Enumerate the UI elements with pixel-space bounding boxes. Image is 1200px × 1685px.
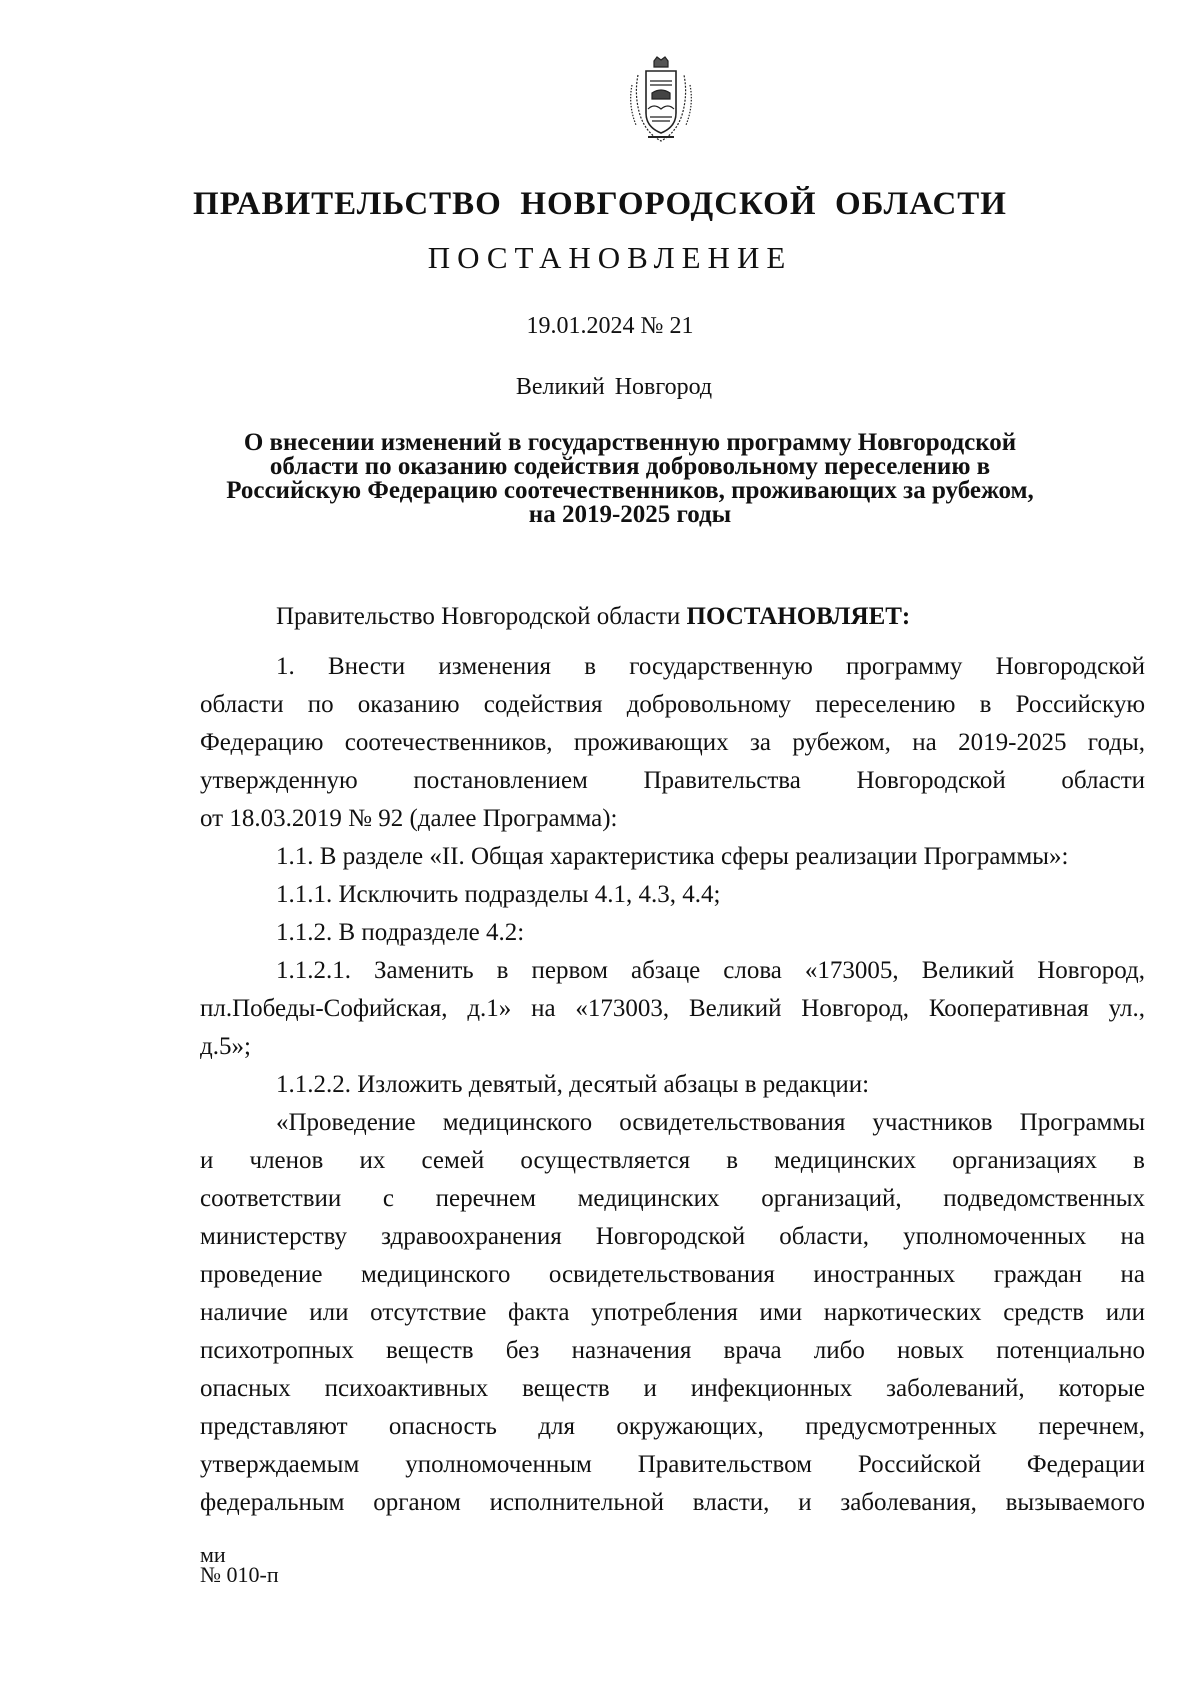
body-line: опасных психоактивных веществ и инфекционных заболеваний, которые xyxy=(200,1375,1145,1402)
footer-initials: ми xyxy=(200,1542,226,1567)
body-line: министерству здравоохранения Новгородской области, уполномоченных на xyxy=(200,1223,1145,1250)
document-body xyxy=(200,648,1145,1522)
body-line: 1.1. В разделе «II. Общая характеристика сферы реализации Программы»: xyxy=(276,843,1069,870)
subject-line: на 2019-2025 годы xyxy=(528,501,732,528)
body-line: наличие или отсутствие факта употребления ими наркотических средств или xyxy=(200,1299,1145,1326)
decree-intro-text: Правительство Новгородской области xyxy=(276,603,687,630)
body-line: и членов их семей осуществляется в медицинских организациях в xyxy=(200,1147,1145,1174)
body-line: «Проведение медицинского освидетельствования участников Программы xyxy=(276,1109,1145,1136)
body-line: Федерацию соотечественников, проживающих за рубежом, на 2019-2025 годы, xyxy=(200,729,1145,756)
body-line: области по оказанию содействия добровольному переселению в Российскую xyxy=(200,691,1145,718)
body-line: д.5»; xyxy=(200,1033,251,1060)
document-city: Великий Новгород xyxy=(515,374,713,400)
document-subject xyxy=(190,431,1070,527)
subject-line: области по оказанию содействия добровольному переселению в xyxy=(269,453,991,480)
subject-line: Российскую Федерацию соотечественников, проживающих за рубежом, xyxy=(226,477,1034,504)
footer-code xyxy=(200,1542,279,1587)
footer-form-number: № 010-п xyxy=(200,1562,279,1587)
body-line: 1. Внести изменения в государственную программу Новгородской xyxy=(276,653,1145,680)
body-line: утверждаемым уполномоченным Правительством Российской Федерации xyxy=(200,1451,1145,1478)
body-line: представляют опасность для окружающих, предусмотренных перечнем, xyxy=(200,1413,1145,1440)
body-line: соответствии с перечнем медицинских организаций, подведомственных xyxy=(200,1185,1145,1212)
body-line: 1.1.2.1. Заменить в первом абзаце слова «173005, Великий Новгород, xyxy=(276,957,1145,984)
document-date-number: 19.01.2024 № 21 xyxy=(526,313,694,339)
body-line: 1.1.1. Исключить подразделы 4.1, 4.3, 4.4; xyxy=(276,881,721,908)
body-line: федеральным органом исполнительной власти, и заболевания, вызываемого xyxy=(200,1489,1145,1516)
body-line: от 18.03.2019 № 92 (далее Программа): xyxy=(200,805,618,832)
body-line: утвержденную постановлением Правительства Новгородской области xyxy=(200,767,1145,794)
body-line: 1.1.2. В подразделе 4.2: xyxy=(276,919,525,946)
body-line: психотропных веществ без назначения врача либо новых потенциально xyxy=(200,1337,1145,1364)
document-type-heading: ПОСТАНОВЛЕНИЕ xyxy=(427,240,793,275)
decree-intro xyxy=(276,603,910,631)
subject-line: О внесении изменений в государственную программу Новгородской xyxy=(243,429,1017,456)
body-line: 1.1.2.2. Изложить девятый, десятый абзацы в редакции: xyxy=(276,1071,870,1098)
body-line: проведение медицинского освидетельствования иностранных граждан на xyxy=(200,1261,1145,1288)
body-line: пл.Победы-Софийская, д.1» на «173003, Великий Новгород, Кооперативная ул., xyxy=(200,995,1145,1022)
decree-verb: ПОСТАНОВЛЯЕТ: xyxy=(686,603,911,630)
government-title: ПРАВИТЕЛЬСТВО НОВГОРОДСКОЙ ОБЛАСТИ xyxy=(193,186,1007,222)
novgorod-coat-of-arms-emblem xyxy=(626,55,696,147)
